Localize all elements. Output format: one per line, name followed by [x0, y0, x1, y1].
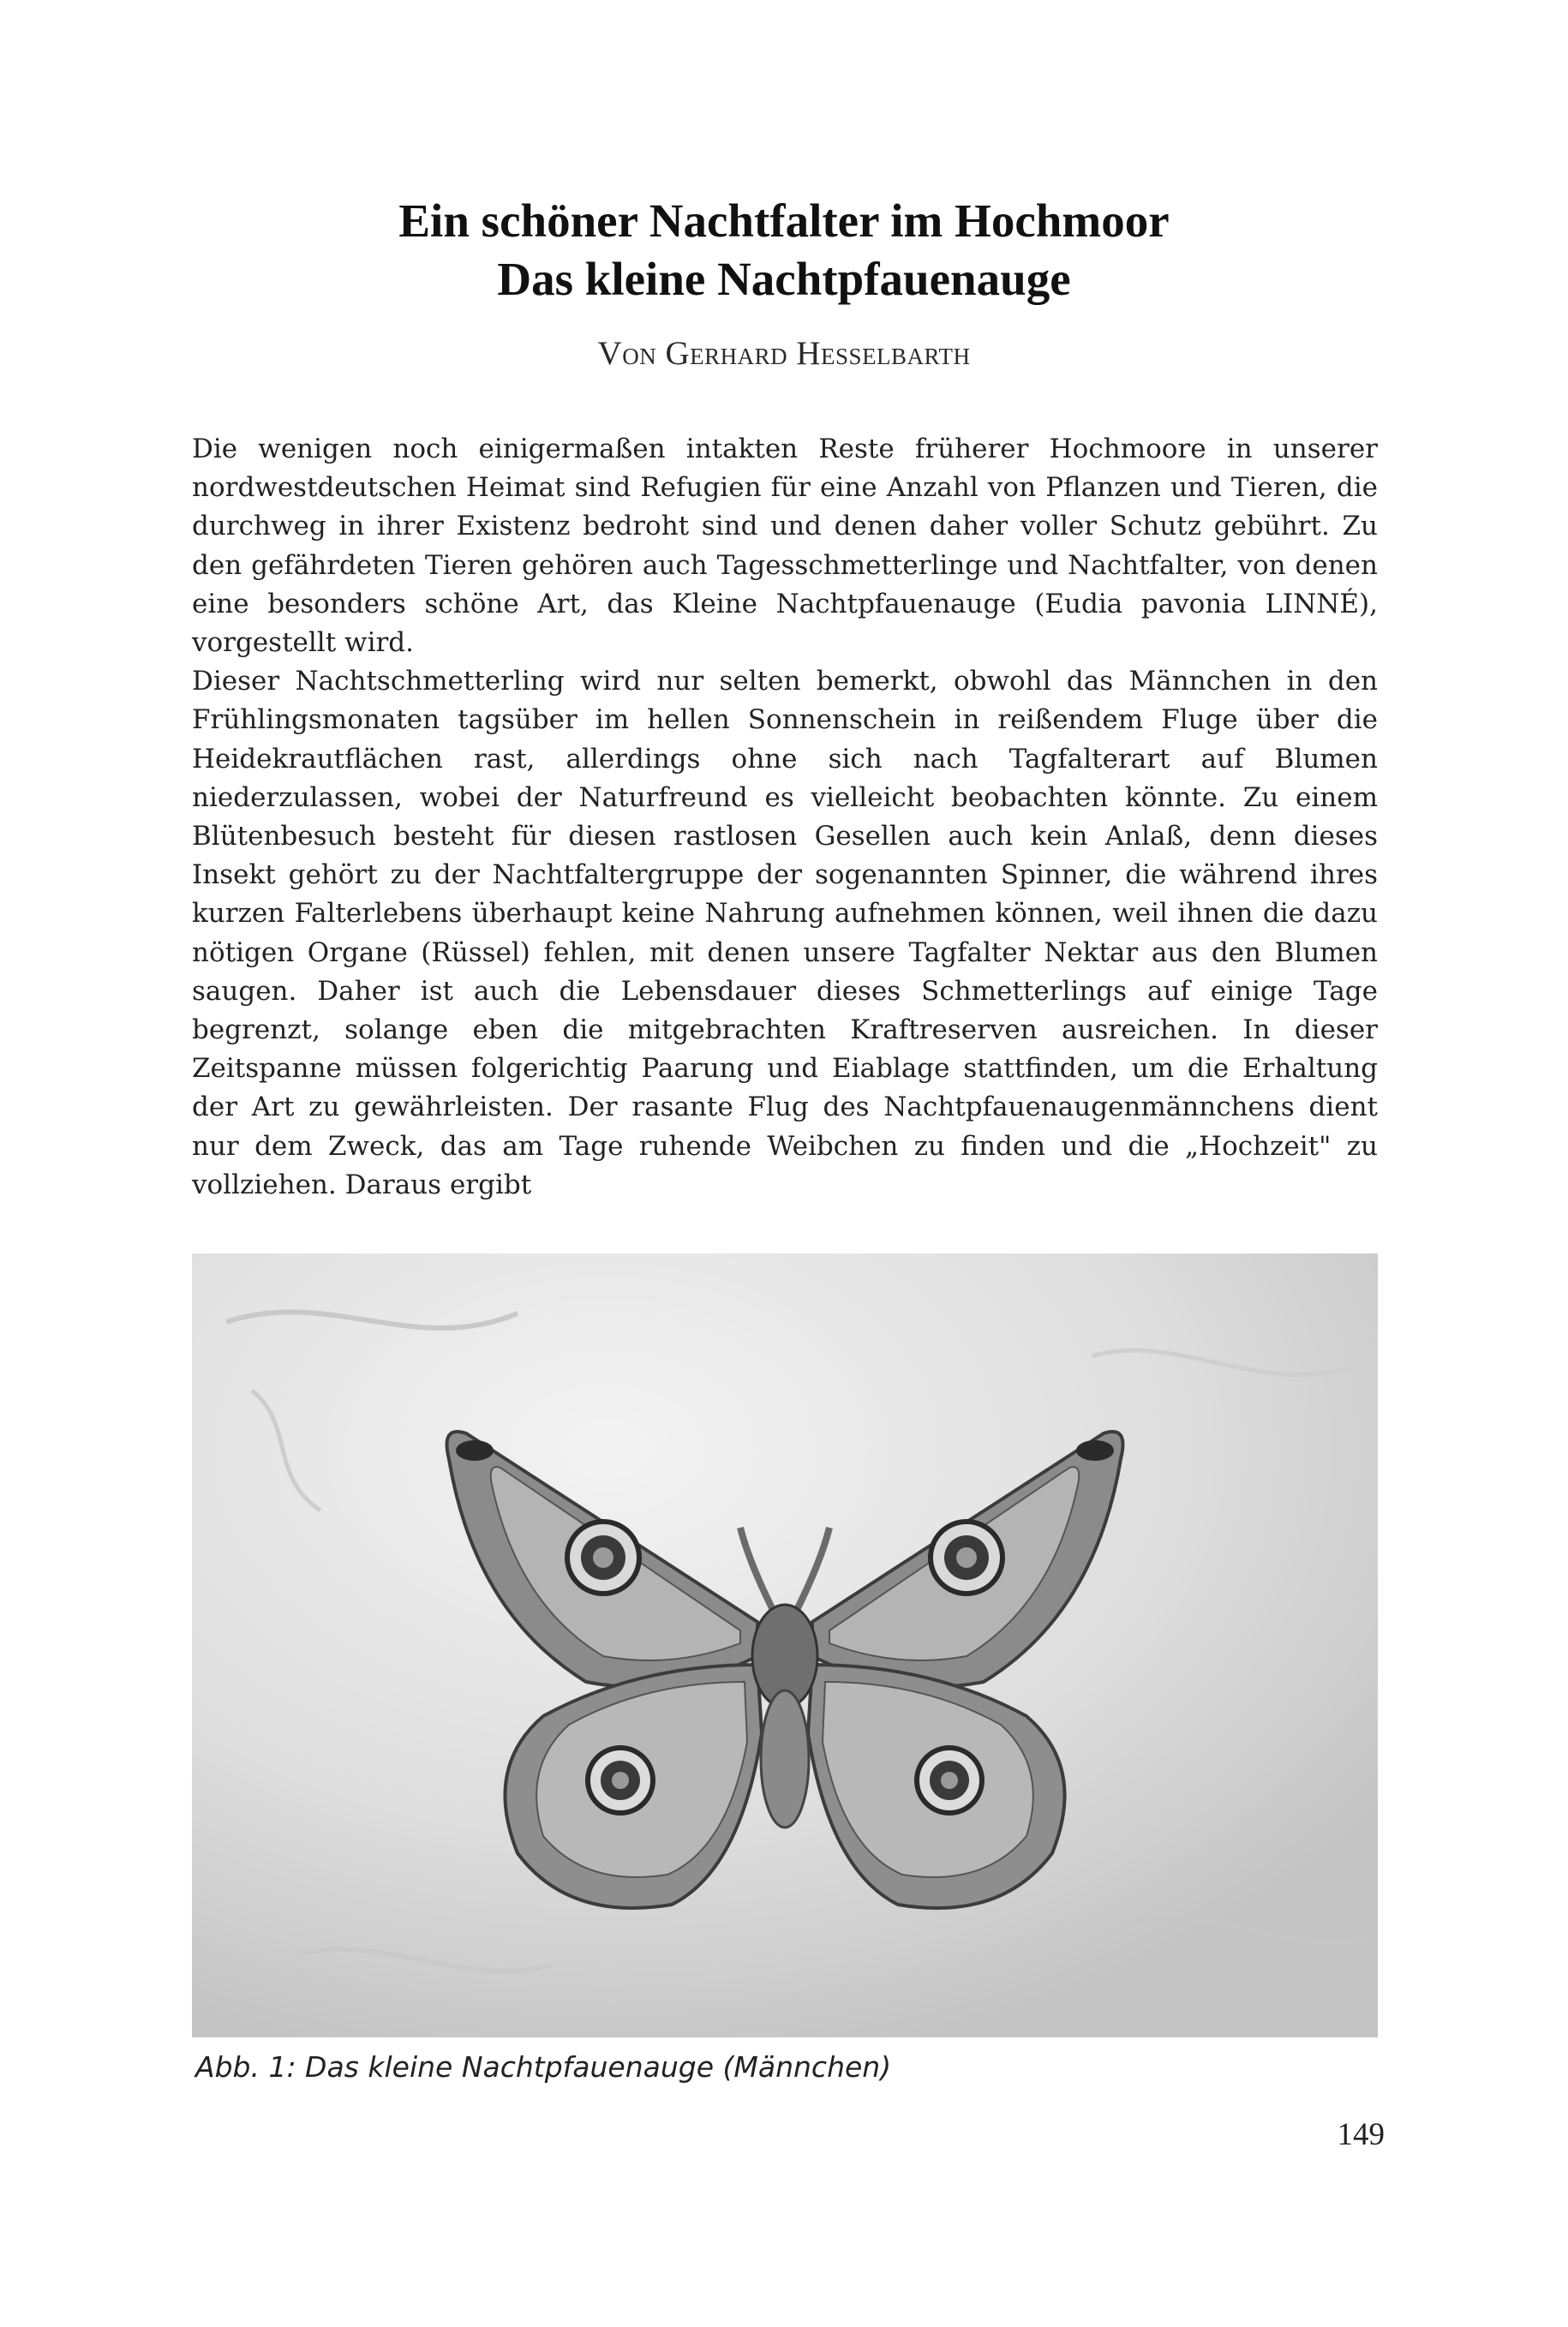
article-subtitle: Das kleine Nachtpfauenauge	[497, 253, 1071, 305]
eye-spot-left-hind	[588, 1748, 653, 1813]
paragraph-main: Dieser Nachtschmetterling wird nur selten bemerkt, obwohl das Männchen in den Frühlingsmonaten tagsüber im hellen Sonnenschein in reißendem Fluge über die Heidekrautflächen rast, allerdings ohne sich nach Tagfalterart auf Blumen niederzulassen, wobei der Naturfreund es vielleicht beobachten könnte. Zu einem Blütenbesuch besteht für diesen rastlosen Gesellen auch kein Anlaß, denn dieses Insekt gehört zu der Nachtfaltergruppe der sogenannten Spinner, die während ihres kurzen Falterlebens überhaupt keine Nahrung aufnehmen können, weil ihnen die dazu nötigen Organe (Rüssel) fehlen, mit denen unsere Tagfalter Nektar aus den Blumen saugen. Daher ist auch die Lebensdauer dieses Schmetterlings auf einige Tage begrenzt, solange eben die mitgebrachten Kraftreserven ausreichen. In dieser Zeitspanne müssen folgerichtig Paarung und Eiablage stattfinden, um die Erhaltung der Art zu gewährleisten. Der rasante Flug des Nachtpfauenaugenmännchens dient nur dem Zweck, das am Tage ruhende Weibchen zu finden und die „Hochzeit" zu vollziehen. Daraus ergibt	[192, 666, 1378, 1200]
paragraph-intro: Die wenigen noch einigermaßen intakten Reste früherer Hochmoore in unserer nordwestdeutschen Heimat sind Refugien für eine Anzahl von Pflanzen und Tieren, die durchweg in ihrer Existenz bedroht sind und denen daher voller Schutz gebührt. Zu den gefährdeten Tieren gehören auch Tagesschmetterlinge und Nachtfalter, von denen eine besonders schöne Art, das Kleine Nachtpfauenauge (Eudia pavonia LINNÉ), vorgestellt wird.	[192, 434, 1378, 659]
article-title: Ein schöner Nachtfalter im Hochmoor	[398, 194, 1170, 247]
moth-illustration	[192, 1253, 1378, 2037]
eye-spot-right-fore	[931, 1522, 1002, 1594]
article-body	[192, 430, 1378, 1205]
author-byline: Von Gerhard Hesselbarth	[597, 335, 971, 372]
figure-caption: Abb. 1: Das kleine Nachtpfauenauge (Männchen)	[195, 2050, 892, 2084]
moth-photograph	[192, 1253, 1378, 2037]
eye-spot-left-fore	[567, 1522, 639, 1594]
eye-spot-right-hind	[917, 1748, 982, 1813]
page-number: 149	[1337, 2117, 1385, 2152]
